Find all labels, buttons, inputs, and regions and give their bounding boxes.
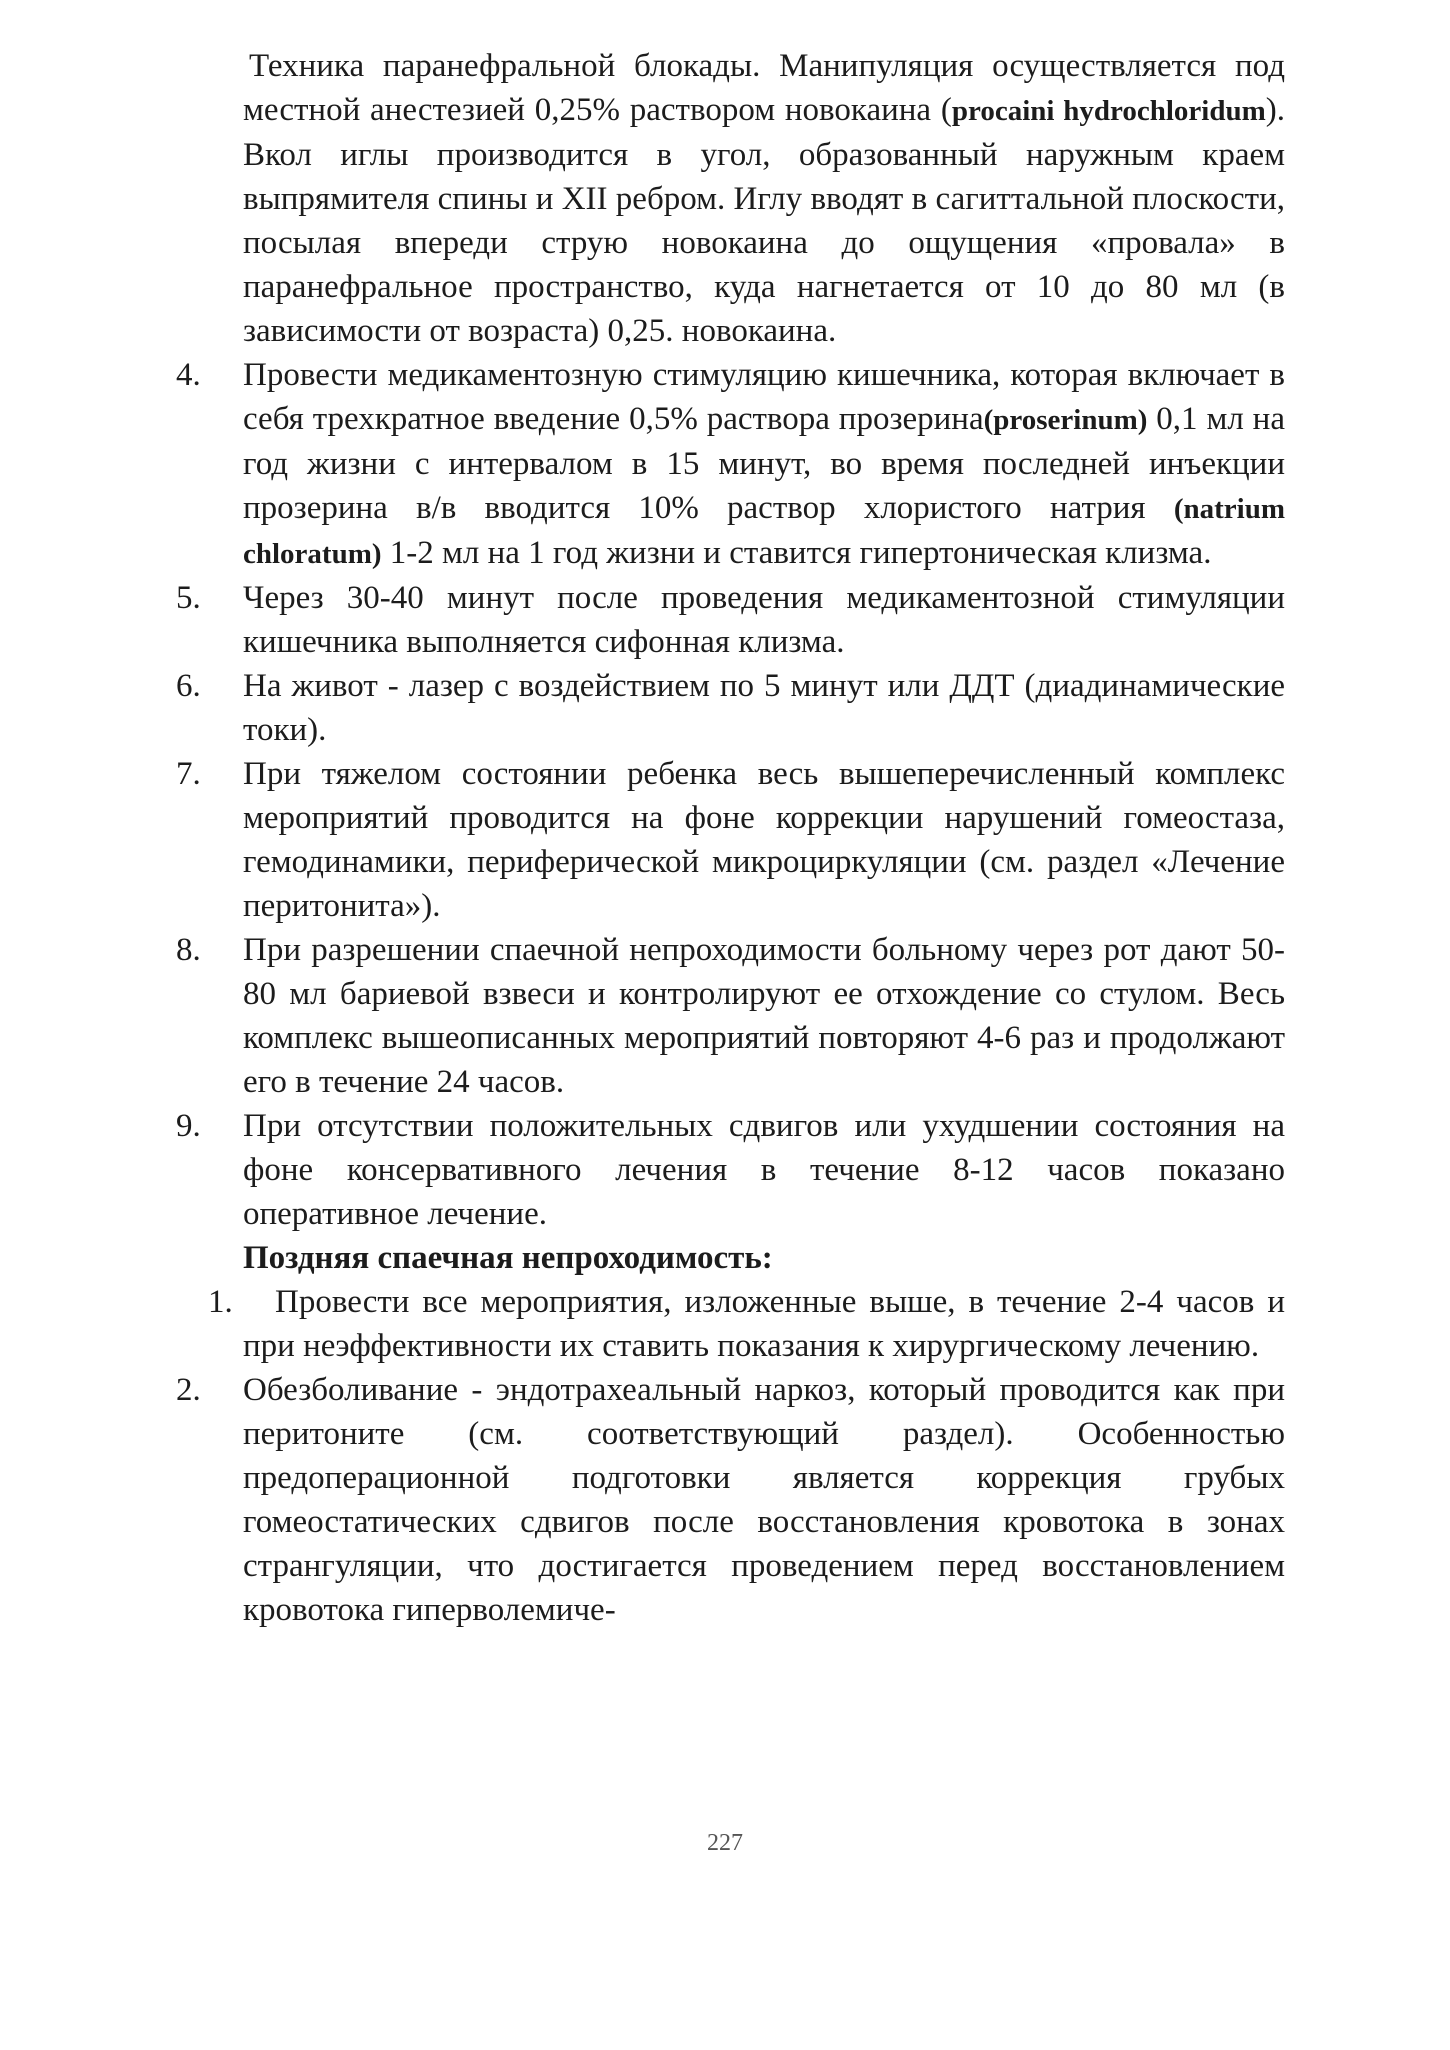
intro-paragraph <box>243 44 1285 353</box>
list-item-number: 2. <box>176 1372 201 1408</box>
list-item-number: 9. <box>176 1108 201 1144</box>
page-body <box>176 44 1285 1632</box>
list-item-text: Провести все мероприятия, изложенные выше, в течение 2-4 часов и при неэффективности их ставить показания к хирургическому лечению. <box>243 1284 1285 1364</box>
list-item <box>176 1104 1285 1236</box>
list-item-number: 1. <box>208 1284 233 1320</box>
list-item <box>176 1368 1285 1632</box>
numbered-list-late <box>176 1280 1285 1632</box>
list-item-text: При разрешении спаечной непроходимости больному через рот дают 50-80 мл бариевой взвеси и контролируют ее отхождение со стулом. Весь комплекс вышеописанных мероприятий повторяют 4-6 раз и продолжают его в течение 24 часов. <box>243 932 1285 1100</box>
list-item-text: На живот - лазер с воздействием по 5 минут или ДДТ (диадинамические токи). <box>243 668 1285 748</box>
list-item-text: 1-2 мл на 1 год жизни и ставится гипертоническая клизма. <box>381 535 1212 571</box>
list-item-text: Через 30-40 минут после проведения медикаментозной стимуляции кишечника выполняется сифонная клизма. <box>243 580 1285 660</box>
section-heading: Поздняя спаечная непроходимость: <box>243 1240 773 1276</box>
list-item <box>176 576 1285 664</box>
list-item <box>176 353 1285 576</box>
list-item-latin-term: (natrium chloratum) <box>243 493 1285 570</box>
list-item <box>176 752 1285 928</box>
intro-latin-term: procaini hydrochloridum <box>951 95 1266 127</box>
list-item-text: При отсутствии положительных сдвигов или ухудшении состояния на фоне консервативного лечения в течение 8-12 часов показано оперативное лечение. <box>243 1108 1285 1232</box>
intro-text-end: ). Вкол иглы производится в угол, образованный наружным краем выпрямителя спины и XII ребром. Иглу вводят в сагиттальной плоскости, посылая впереди струю новокаина до ощущения «провала» в паранефральное пространство, куда нагнетается от 10 до 80 мл (в зависимости от возраста) 0,25. новокаина. <box>243 92 1285 349</box>
list-item-number: 6. <box>176 668 201 704</box>
page-number: 227 <box>707 1830 743 1856</box>
list-item-number: 8. <box>176 932 201 968</box>
list-item-text: Провести медикаментозную стимуляцию кишечника, которая включает в себя трехкратное введение 0,5% раствора прозерина <box>243 357 1285 437</box>
numbered-list <box>176 353 1285 1236</box>
list-item <box>176 928 1285 1104</box>
list-item-number: 7. <box>176 756 201 792</box>
intro-text-start: Техника паранефральной блокады. Манипуляция осуществляется под местной анестезией 0,25% раствором новокаина ( <box>243 48 1285 128</box>
list-item <box>208 1280 1285 1368</box>
list-item-number: 5. <box>176 580 201 616</box>
list-item <box>176 664 1285 752</box>
list-item-text: 0,1 мл на год жизни с интервалом в 15 минут, во время последней инъекции прозерина в/в вводится 10% раствор хлористого натрия <box>243 401 1285 526</box>
list-item-text: При тяжелом состоянии ребенка весь вышеперечисленный комплекс мероприятий проводится на фоне коррекции нарушений гомеостаза, гемодинамики, периферической микроциркуляции (см. раздел «Лечение перитонита»). <box>243 756 1285 924</box>
list-item-text: Обезболивание - эндотрахеальный наркоз, который проводится как при перитоните (см. соответствующий раздел). Особенностью предоперационной подготовки является коррекция грубых гомеостатических сдвигов после восстановления кровотока в зонах странгуляции, что достигается проведением перед восстановлением кровотока гиперволемиче- <box>243 1372 1285 1628</box>
list-item-latin-term: (proserinum) <box>983 404 1148 436</box>
list-item-number: 4. <box>176 357 201 393</box>
